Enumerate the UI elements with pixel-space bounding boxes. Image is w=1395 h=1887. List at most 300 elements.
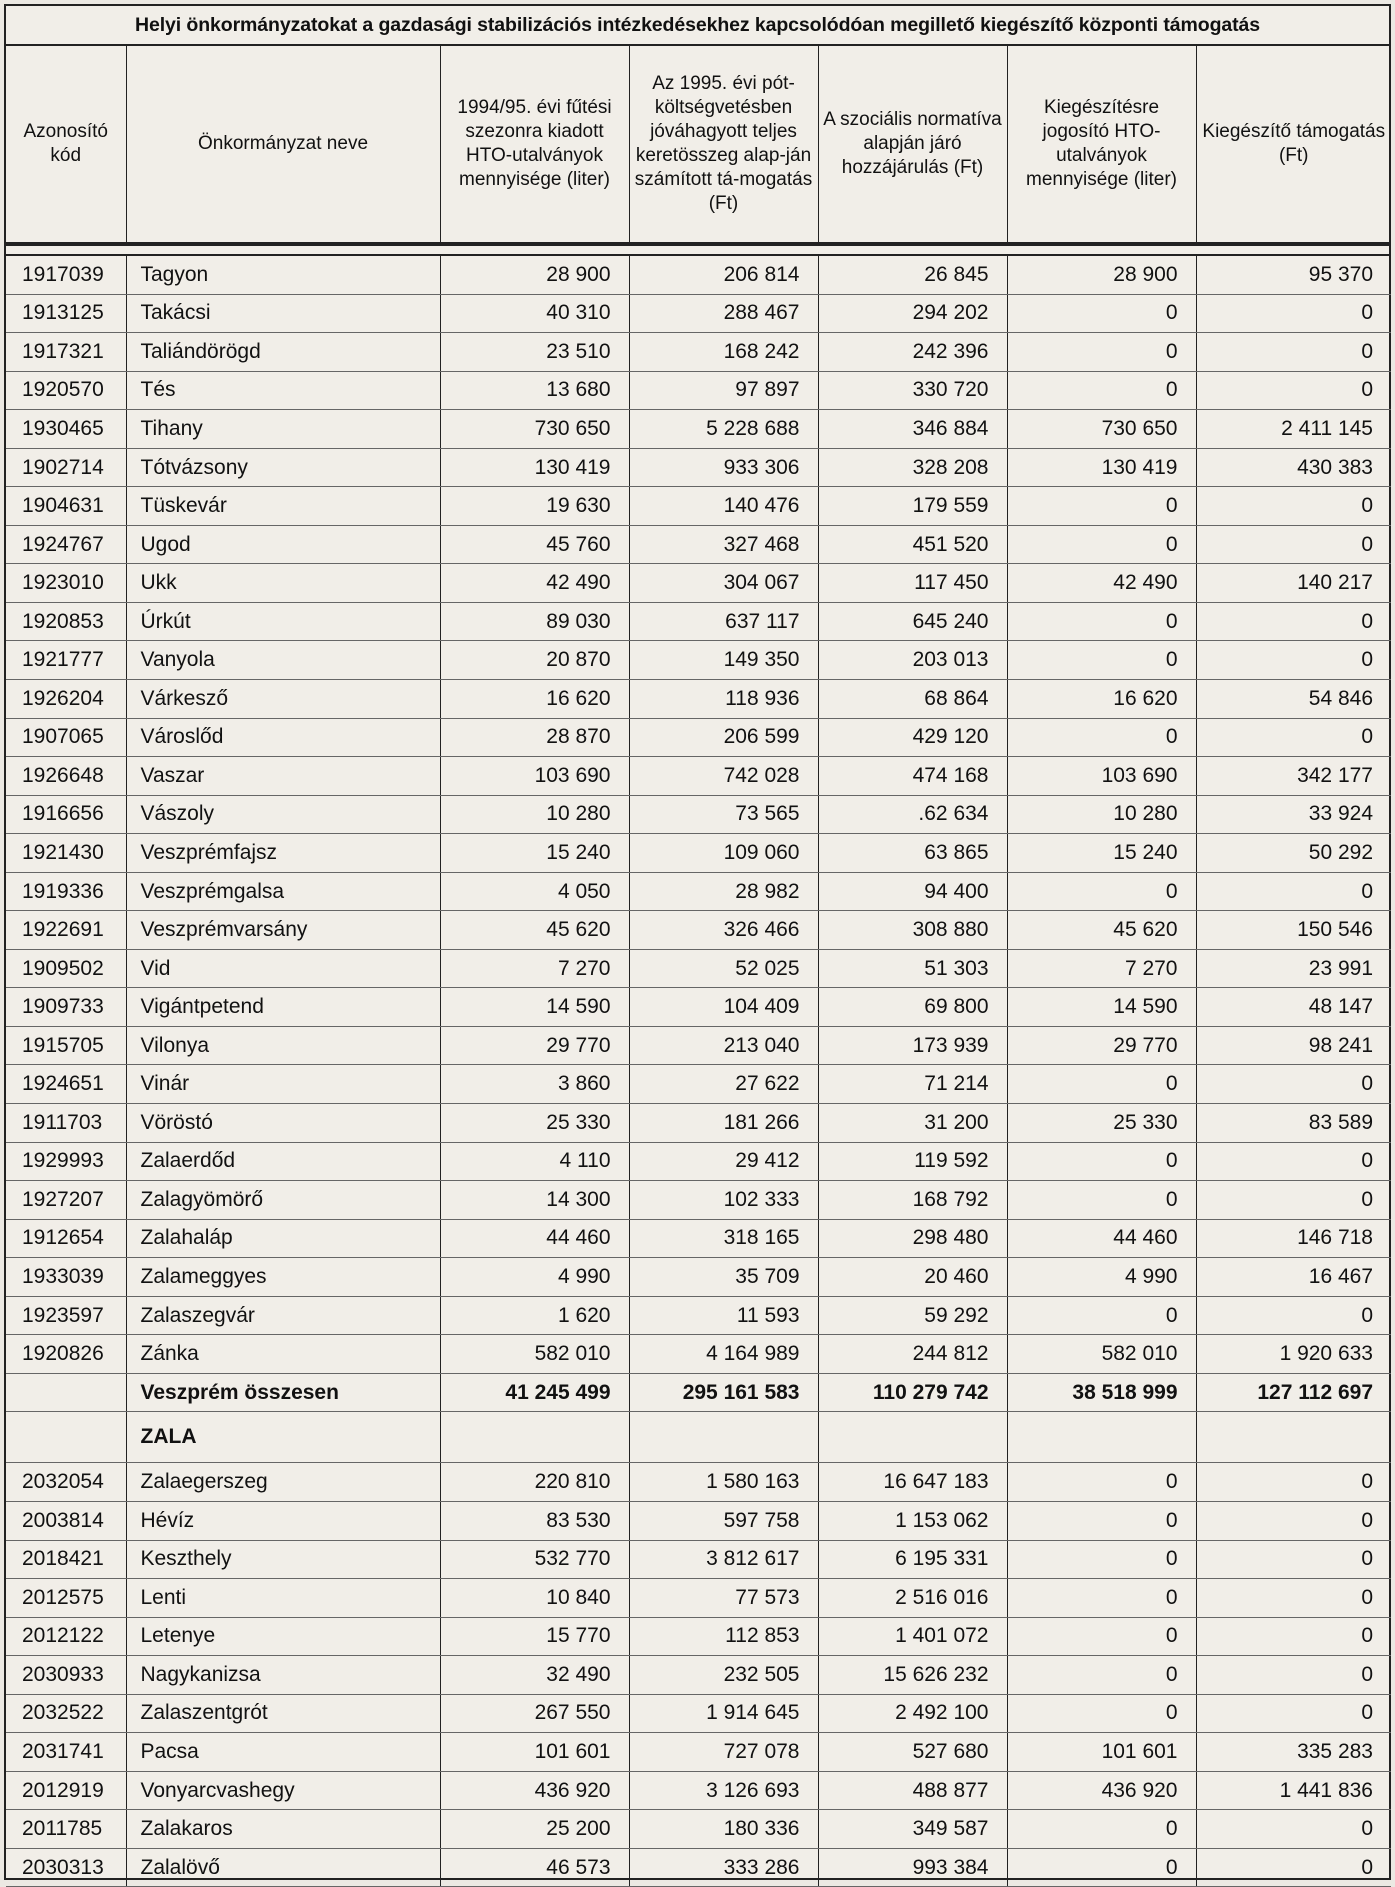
table-row — [6, 641, 1391, 680]
table-row — [6, 1733, 1391, 1772]
table-row — [6, 1771, 1391, 1810]
cell-code: 1921430 — [6, 834, 126, 873]
cell-c1: 89 030 — [440, 602, 629, 641]
table-row — [6, 333, 1391, 372]
cell-name: Vanyola — [126, 641, 440, 680]
header-separator — [6, 246, 1389, 256]
cell-c3: 242 396 — [818, 333, 1007, 372]
cell-name: Taliándörögd — [126, 333, 440, 372]
cell-c5 — [1196, 1412, 1391, 1463]
document-page — [4, 4, 1391, 1880]
cell-c4: 10 280 — [1007, 795, 1196, 834]
cell-c5: 0 — [1196, 1142, 1391, 1181]
cell-code — [6, 1412, 126, 1463]
cell-c5: 0 — [1196, 525, 1391, 564]
cell-c4: 0 — [1007, 333, 1196, 372]
cell-c1: 101 601 — [440, 1733, 629, 1772]
cell-name: Lenti — [126, 1579, 440, 1618]
cell-c4: 0 — [1007, 1848, 1196, 1887]
cell-name: Úrkút — [126, 602, 440, 641]
cell-code: 1921777 — [6, 641, 126, 680]
column-header-supplementary-support: Kiegészítő támogatás (Ft) — [1196, 46, 1391, 244]
cell-c1: 10 280 — [440, 795, 629, 834]
cell-c3: 1 401 072 — [818, 1617, 1007, 1656]
table-row — [6, 949, 1391, 988]
cell-c2: 3 812 617 — [629, 1540, 818, 1579]
cell-c5: 0 — [1196, 1617, 1391, 1656]
cell-c5: 0 — [1196, 333, 1391, 372]
cell-code: 2031741 — [6, 1733, 126, 1772]
cell-c4: 16 620 — [1007, 680, 1196, 719]
cell-code: 1913125 — [6, 294, 126, 333]
cell-c3: 346 884 — [818, 410, 1007, 449]
cell-c4: 29 770 — [1007, 1026, 1196, 1065]
cell-code: 1933039 — [6, 1258, 126, 1297]
cell-code: 1904631 — [6, 487, 126, 526]
cell-code: 1907065 — [6, 718, 126, 757]
cell-c4: 0 — [1007, 294, 1196, 333]
cell-c3: 168 792 — [818, 1181, 1007, 1220]
cell-name: Zalaszegvár — [126, 1296, 440, 1335]
cell-c5: 150 546 — [1196, 911, 1391, 950]
cell-c1: 28 870 — [440, 718, 629, 757]
cell-code: 1924767 — [6, 525, 126, 564]
cell-c1: 16 620 — [440, 680, 629, 719]
cell-c1: 532 770 — [440, 1540, 629, 1579]
cell-c5: 0 — [1196, 1065, 1391, 1104]
table-row — [6, 1142, 1391, 1181]
cell-c1: 25 200 — [440, 1810, 629, 1849]
cell-code: 1911703 — [6, 1104, 126, 1143]
cell-c4: 0 — [1007, 487, 1196, 526]
cell-code: 1920853 — [6, 602, 126, 641]
cell-c3: 110 279 742 — [818, 1373, 1007, 1412]
cell-c1: 220 810 — [440, 1463, 629, 1502]
cell-c5: 0 — [1196, 718, 1391, 757]
cell-c2: 180 336 — [629, 1810, 818, 1849]
cell-c4: 0 — [1007, 1694, 1196, 1733]
cell-c4: 0 — [1007, 718, 1196, 757]
cell-c1: 41 245 499 — [440, 1373, 629, 1412]
cell-name: Ugod — [126, 525, 440, 564]
cell-c4: 7 270 — [1007, 949, 1196, 988]
cell-c2: 295 161 583 — [629, 1373, 818, 1412]
cell-c1: 130 419 — [440, 448, 629, 487]
cell-c2: 168 242 — [629, 333, 818, 372]
table-row — [6, 1848, 1391, 1887]
cell-c4: 15 240 — [1007, 834, 1196, 873]
cell-c2: 318 165 — [629, 1219, 818, 1258]
cell-c2: 140 476 — [629, 487, 818, 526]
cell-name: Vilonya — [126, 1026, 440, 1065]
cell-c5: 335 283 — [1196, 1733, 1391, 1772]
cell-code: 1902714 — [6, 448, 126, 487]
table-row — [6, 680, 1391, 719]
cell-c5: 0 — [1196, 1579, 1391, 1618]
cell-c3: 16 647 183 — [818, 1463, 1007, 1502]
cell-c3: 94 400 — [818, 872, 1007, 911]
cell-c2: 109 060 — [629, 834, 818, 873]
cell-c3: 645 240 — [818, 602, 1007, 641]
cell-c2: 213 040 — [629, 1026, 818, 1065]
data-table — [6, 256, 1391, 1887]
cell-c4: 25 330 — [1007, 1104, 1196, 1143]
column-header-name: Önkormányzat neve — [126, 46, 440, 244]
cell-name: Vöröstó — [126, 1104, 440, 1143]
cell-c5: 0 — [1196, 1848, 1391, 1887]
cell-c5: 0 — [1196, 872, 1391, 911]
cell-c3: 173 939 — [818, 1026, 1007, 1065]
table-row — [6, 410, 1391, 449]
cell-c4: 582 010 — [1007, 1335, 1196, 1374]
cell-c5: 0 — [1196, 1296, 1391, 1335]
cell-c1: 730 650 — [440, 410, 629, 449]
cell-c1: 4 050 — [440, 872, 629, 911]
column-header-base-support: Az 1995. évi pót-költségvetésben jóváhagyott teljes keretösszeg alap-ján számított tá-mogatás (Ft) — [629, 46, 818, 244]
cell-name: Vaszar — [126, 757, 440, 796]
cell-c3: 119 592 — [818, 1142, 1007, 1181]
cell-c3: 31 200 — [818, 1104, 1007, 1143]
cell-code: 1920570 — [6, 371, 126, 410]
cell-c5: 0 — [1196, 1463, 1391, 1502]
cell-c2: 727 078 — [629, 1733, 818, 1772]
cell-code: 1909502 — [6, 949, 126, 988]
cell-name: Zalakaros — [126, 1810, 440, 1849]
cell-c5: 54 846 — [1196, 680, 1391, 719]
cell-c4: 0 — [1007, 1540, 1196, 1579]
cell-c5: 0 — [1196, 1656, 1391, 1695]
cell-c3: 20 460 — [818, 1258, 1007, 1297]
cell-c3: 429 120 — [818, 718, 1007, 757]
cell-c4: 0 — [1007, 1296, 1196, 1335]
table-row — [6, 911, 1391, 950]
cell-c3: 15 626 232 — [818, 1656, 1007, 1695]
table-row — [6, 1540, 1391, 1579]
cell-c4: 0 — [1007, 602, 1196, 641]
cell-c5: 1 920 633 — [1196, 1335, 1391, 1374]
cell-c1: 42 490 — [440, 564, 629, 603]
cell-code: 2012575 — [6, 1579, 126, 1618]
cell-code: 1917321 — [6, 333, 126, 372]
cell-name: Keszthely — [126, 1540, 440, 1579]
cell-c2: 104 409 — [629, 988, 818, 1027]
cell-c3: 349 587 — [818, 1810, 1007, 1849]
cell-c2: 11 593 — [629, 1296, 818, 1335]
cell-c3: 51 303 — [818, 949, 1007, 988]
cell-c3: 488 877 — [818, 1771, 1007, 1810]
cell-c1: 267 550 — [440, 1694, 629, 1733]
cell-code: 2012122 — [6, 1617, 126, 1656]
cell-c4: 0 — [1007, 1579, 1196, 1618]
table-row — [6, 1296, 1391, 1335]
cell-c3 — [818, 1412, 1007, 1463]
cell-code: 1926648 — [6, 757, 126, 796]
cell-c3: 294 202 — [818, 294, 1007, 333]
cell-c5: 0 — [1196, 294, 1391, 333]
cell-c4: 0 — [1007, 525, 1196, 564]
cell-code: 1917039 — [6, 256, 126, 294]
cell-c5: 0 — [1196, 487, 1391, 526]
cell-c1: 83 530 — [440, 1501, 629, 1540]
cell-c2: 149 350 — [629, 641, 818, 680]
cell-c4: 0 — [1007, 641, 1196, 680]
cell-c4: 0 — [1007, 1181, 1196, 1220]
cell-name: Zalaerdőd — [126, 1142, 440, 1181]
cell-c1: 29 770 — [440, 1026, 629, 1065]
cell-c1: 45 760 — [440, 525, 629, 564]
cell-c5: 146 718 — [1196, 1219, 1391, 1258]
cell-c3: 203 013 — [818, 641, 1007, 680]
cell-code: 1924651 — [6, 1065, 126, 1104]
cell-c2: 637 117 — [629, 602, 818, 641]
cell-code: 2012919 — [6, 1771, 126, 1810]
cell-name: Hévíz — [126, 1501, 440, 1540]
cell-c3: 117 450 — [818, 564, 1007, 603]
cell-code: 1926204 — [6, 680, 126, 719]
cell-c2: 112 853 — [629, 1617, 818, 1656]
cell-name: Letenye — [126, 1617, 440, 1656]
cell-c4: 38 518 999 — [1007, 1373, 1196, 1412]
table-row — [6, 371, 1391, 410]
cell-c4: 0 — [1007, 1501, 1196, 1540]
cell-c1: 32 490 — [440, 1656, 629, 1695]
cell-c3: 71 214 — [818, 1065, 1007, 1104]
cell-code: 1919336 — [6, 872, 126, 911]
cell-c3: 308 880 — [818, 911, 1007, 950]
cell-c2: 97 897 — [629, 371, 818, 410]
table-row — [6, 525, 1391, 564]
cell-name: Zalaszentgrót — [126, 1694, 440, 1733]
cell-c3: 993 384 — [818, 1848, 1007, 1887]
cell-c2: 4 164 989 — [629, 1335, 818, 1374]
cell-c1: 23 510 — [440, 333, 629, 372]
cell-c2: 327 468 — [629, 525, 818, 564]
cell-c1: 19 630 — [440, 487, 629, 526]
cell-c1: 582 010 — [440, 1335, 629, 1374]
column-header-social-contribution: A szociális normatíva alapján járó hozzájárulás (Ft) — [818, 46, 1007, 244]
cell-c2: 1 914 645 — [629, 1694, 818, 1733]
cell-c1: 15 770 — [440, 1617, 629, 1656]
cell-c1: 4 990 — [440, 1258, 629, 1297]
cell-c4: 0 — [1007, 872, 1196, 911]
cell-name: Zalalövő — [126, 1848, 440, 1887]
cell-c3: .62 634 — [818, 795, 1007, 834]
cell-c3: 328 208 — [818, 448, 1007, 487]
cell-name: Zalagyömörő — [126, 1181, 440, 1220]
table-row — [6, 294, 1391, 333]
cell-c5: 0 — [1196, 1540, 1391, 1579]
cell-c2: 1 580 163 — [629, 1463, 818, 1502]
cell-name: Tüskevár — [126, 487, 440, 526]
cell-c5: 33 924 — [1196, 795, 1391, 834]
cell-code: 2032054 — [6, 1463, 126, 1502]
table-header — [6, 46, 1391, 246]
cell-c1: 1 620 — [440, 1296, 629, 1335]
table-row — [6, 834, 1391, 873]
cell-c2: 288 467 — [629, 294, 818, 333]
cell-c2: 29 412 — [629, 1142, 818, 1181]
cell-code: 1912654 — [6, 1219, 126, 1258]
cell-c5: 1 441 836 — [1196, 1771, 1391, 1810]
cell-code: 2032522 — [6, 1694, 126, 1733]
cell-code: 1922691 — [6, 911, 126, 950]
cell-c4: 4 990 — [1007, 1258, 1196, 1297]
cell-c4: 730 650 — [1007, 410, 1196, 449]
table-row — [6, 487, 1391, 526]
column-header-hto-quantity: 1994/95. évi fűtési szezonra kiadott HTO-utalványok mennyisége (liter) — [440, 46, 629, 244]
cell-c2: 326 466 — [629, 911, 818, 950]
cell-name: Vinár — [126, 1065, 440, 1104]
table-row — [6, 564, 1391, 603]
cell-c1: 28 900 — [440, 256, 629, 294]
cell-name: Veszprémgalsa — [126, 872, 440, 911]
cell-c1: 45 620 — [440, 911, 629, 950]
page-title: Helyi önkormányzatokat a gazdasági stabilizációs intézkedésekhez kapcsolódóan megillető kiegészítő központi támogatás — [6, 6, 1389, 46]
cell-c2: 52 025 — [629, 949, 818, 988]
cell-name: Zalameggyes — [126, 1258, 440, 1297]
cell-c2: 206 814 — [629, 256, 818, 294]
cell-c3: 63 865 — [818, 834, 1007, 873]
cell-c4: 45 620 — [1007, 911, 1196, 950]
cell-c1: 25 330 — [440, 1104, 629, 1143]
cell-c3: 451 520 — [818, 525, 1007, 564]
cell-c2: 77 573 — [629, 1579, 818, 1618]
cell-c4: 436 920 — [1007, 1771, 1196, 1810]
cell-c5: 0 — [1196, 1810, 1391, 1849]
table-row — [6, 988, 1391, 1027]
table-row — [6, 1501, 1391, 1540]
cell-c1: 14 590 — [440, 988, 629, 1027]
cell-c1: 4 110 — [440, 1142, 629, 1181]
cell-c5: 0 — [1196, 602, 1391, 641]
cell-c4: 0 — [1007, 1065, 1196, 1104]
cell-name: Takácsi — [126, 294, 440, 333]
cell-code: 1916656 — [6, 795, 126, 834]
cell-name: Pacsa — [126, 1733, 440, 1772]
cell-c2: 597 758 — [629, 1501, 818, 1540]
cell-c2: 206 599 — [629, 718, 818, 757]
table-row — [6, 1219, 1391, 1258]
cell-name: Veszprémfajsz — [126, 834, 440, 873]
cell-c5: 0 — [1196, 1694, 1391, 1733]
cell-c4 — [1007, 1412, 1196, 1463]
cell-name: Ukk — [126, 564, 440, 603]
cell-c3: 527 680 — [818, 1733, 1007, 1772]
table-row — [6, 1694, 1391, 1733]
cell-c4: 0 — [1007, 1656, 1196, 1695]
cell-c1: 14 300 — [440, 1181, 629, 1220]
cell-c2: 73 565 — [629, 795, 818, 834]
table-row — [6, 1181, 1391, 1220]
cell-c5: 23 991 — [1196, 949, 1391, 988]
cell-name: Veszprémvarsány — [126, 911, 440, 950]
cell-c1: 40 310 — [440, 294, 629, 333]
cell-name: Városlőd — [126, 718, 440, 757]
cell-code: 2018421 — [6, 1540, 126, 1579]
cell-c5: 0 — [1196, 641, 1391, 680]
cell-c4: 0 — [1007, 1617, 1196, 1656]
table-row — [6, 1104, 1391, 1143]
cell-name: Zánka — [126, 1335, 440, 1374]
cell-c5: 0 — [1196, 371, 1391, 410]
cell-c3: 26 845 — [818, 256, 1007, 294]
table-row — [6, 602, 1391, 641]
cell-c5: 48 147 — [1196, 988, 1391, 1027]
cell-c1: 103 690 — [440, 757, 629, 796]
table-row — [6, 1617, 1391, 1656]
cell-code: 1923597 — [6, 1296, 126, 1335]
column-header-code: Azonosító kód — [23, 121, 108, 166]
cell-c2: 232 505 — [629, 1656, 818, 1695]
cell-name: Tagyon — [126, 256, 440, 294]
cell-c2: 102 333 — [629, 1181, 818, 1220]
cell-c3: 59 292 — [818, 1296, 1007, 1335]
cell-c2: 28 982 — [629, 872, 818, 911]
cell-c4: 103 690 — [1007, 757, 1196, 796]
cell-c3: 474 168 — [818, 757, 1007, 796]
cell-c3: 68 864 — [818, 680, 1007, 719]
cell-c1: 13 680 — [440, 371, 629, 410]
total-row — [6, 1373, 1391, 1412]
cell-name: ZALA — [126, 1412, 440, 1463]
cell-c5: 0 — [1196, 1501, 1391, 1540]
cell-c2: 742 028 — [629, 757, 818, 796]
table-row — [6, 1026, 1391, 1065]
cell-c4: 28 900 — [1007, 256, 1196, 294]
cell-code: 1929993 — [6, 1142, 126, 1181]
cell-name: Vászoly — [126, 795, 440, 834]
cell-name: Vigántpetend — [126, 988, 440, 1027]
cell-code: 1915705 — [6, 1026, 126, 1065]
cell-c3: 1 153 062 — [818, 1501, 1007, 1540]
cell-code: 1909733 — [6, 988, 126, 1027]
cell-c4: 44 460 — [1007, 1219, 1196, 1258]
table-row — [6, 256, 1391, 294]
cell-c2: 304 067 — [629, 564, 818, 603]
cell-code: 1920826 — [6, 1335, 126, 1374]
table-row — [6, 1258, 1391, 1297]
cell-c5: 342 177 — [1196, 757, 1391, 796]
cell-c2: 35 709 — [629, 1258, 818, 1297]
cell-code: 2030313 — [6, 1848, 126, 1887]
cell-c2: 118 936 — [629, 680, 818, 719]
cell-c4: 101 601 — [1007, 1733, 1196, 1772]
cell-c4: 42 490 — [1007, 564, 1196, 603]
cell-c2: 333 286 — [629, 1848, 818, 1887]
table-row — [6, 872, 1391, 911]
cell-c4: 0 — [1007, 1810, 1196, 1849]
cell-code: 1927207 — [6, 1181, 126, 1220]
cell-c1: 15 240 — [440, 834, 629, 873]
cell-code: 1923010 — [6, 564, 126, 603]
cell-c5: 98 241 — [1196, 1026, 1391, 1065]
table-row — [6, 1656, 1391, 1695]
cell-c2 — [629, 1412, 818, 1463]
cell-c5: 140 217 — [1196, 564, 1391, 603]
cell-c5: 16 467 — [1196, 1258, 1391, 1297]
cell-c5: 0 — [1196, 1181, 1391, 1220]
cell-c3: 6 195 331 — [818, 1540, 1007, 1579]
cell-c3: 298 480 — [818, 1219, 1007, 1258]
cell-c1: 7 270 — [440, 949, 629, 988]
cell-name: Zalahaláp — [126, 1219, 440, 1258]
table-row — [6, 1810, 1391, 1849]
cell-c5: 2 411 145 — [1196, 410, 1391, 449]
cell-c5: 430 383 — [1196, 448, 1391, 487]
cell-c3: 69 800 — [818, 988, 1007, 1027]
cell-c5: 50 292 — [1196, 834, 1391, 873]
table-row — [6, 448, 1391, 487]
